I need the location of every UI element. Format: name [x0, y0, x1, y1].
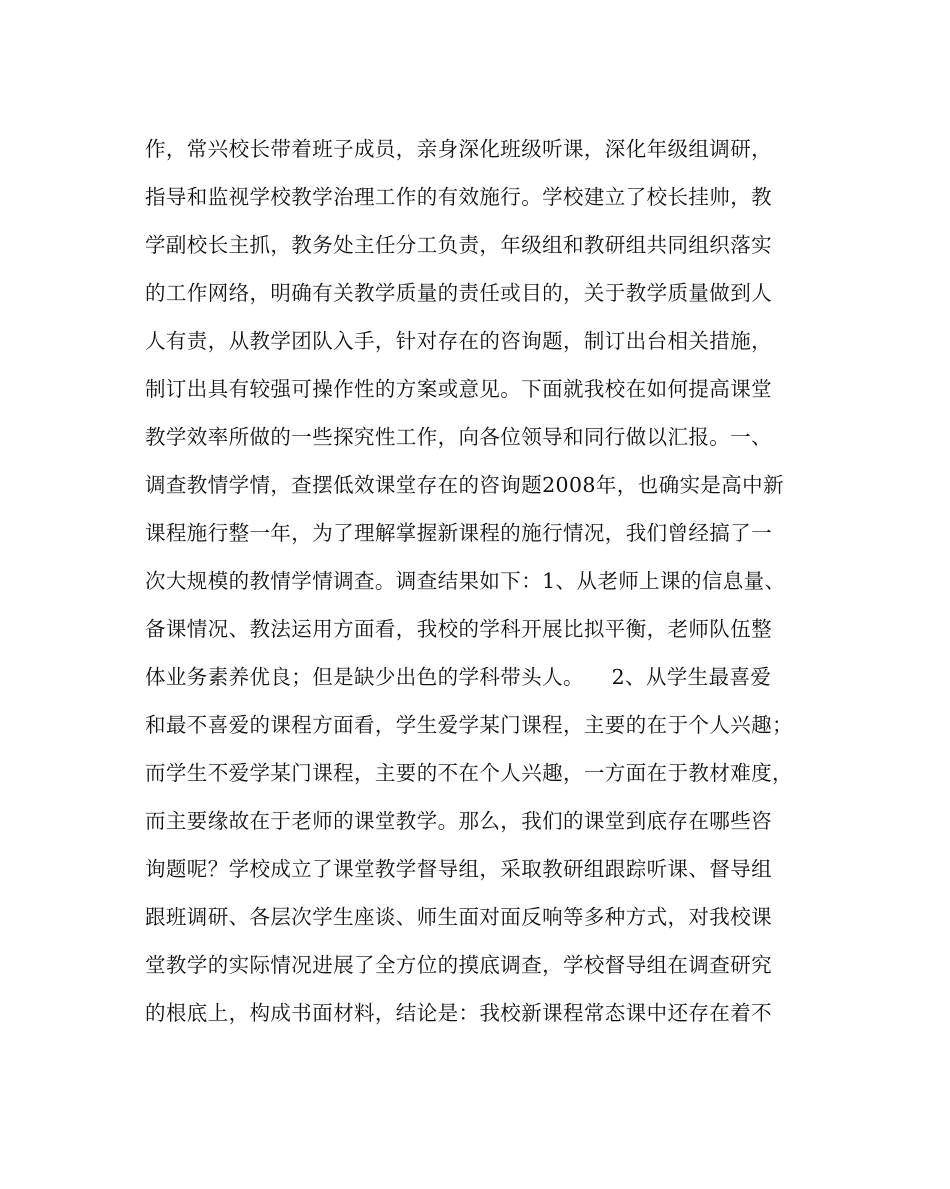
text-line: 次大规模的教情学情调查。调查结果如下：1、从老师上课的信息量、: [145, 569, 786, 593]
body-text: [145, 125, 815, 1037]
text-line: 学副校长主抓，教务处主任分工负责，年级组和教研组共同组织落实: [145, 233, 772, 257]
text-line: 备课情况、教法运用方面看，我校的学科开展比拟平衡，老师队伍整: [145, 617, 772, 641]
text-line: 堂教学的实际情况进展了全方位的摸底调查，学校督导组在调查研究: [145, 953, 772, 977]
text-line: 的根底上，构成书面材料，结论是：我校新课程常态课中还存在着不: [145, 1001, 772, 1025]
text-line: 作，常兴校长带着班子成员，亲身深化班级听课，深化年级组调研，: [145, 137, 772, 161]
text-line: 课程施行整一年，为了理解掌握新课程的施行情况，我们曾经搞了一: [145, 521, 772, 545]
text-line: 和最不喜爱的课程方面看，学生爱学某门课程，主要的在于个人兴趣；: [145, 713, 793, 737]
text-line: 的工作网络，明确有关教学质量的责任或目的，关于教学质量做到人: [145, 281, 772, 305]
text-line: 人有责，从教学团队入手，针对存在的咨询题，制订出台相关措施，: [145, 329, 772, 353]
text-line: 体业务素养优良；但是缺少出色的学科带头人。 2、从学生最喜爱: [145, 665, 772, 689]
text-line: 而学生不爱学某门课程，主要的不在个人兴趣，一方面在于教材难度，: [145, 761, 793, 785]
text-line: 教学效率所做的一些探究性工作，向各位领导和同行做以汇报。一、: [145, 425, 772, 449]
text-line: 指导和监视学校教学治理工作的有效施行。学校建立了校长挂帅，教: [145, 185, 772, 209]
text-line: 而主要缘故在于老师的课堂教学。那么，我们的课堂到底存在哪些咨: [145, 809, 772, 833]
text-line: 询题呢？学校成立了课堂教学督导组，采取教研组跟踪听课、督导组: [145, 857, 772, 881]
text-line: 跟班调研、各层次学生座谈、师生面对面反响等多种方式，对我校课: [145, 905, 772, 929]
text-line: 调查教情学情，查摆低效课堂存在的咨询题2008年，也确实是高中新: [145, 473, 784, 497]
text-line: 制订出具有较强可操作性的方案或意见。下面就我校在如何提高课堂: [145, 377, 772, 401]
